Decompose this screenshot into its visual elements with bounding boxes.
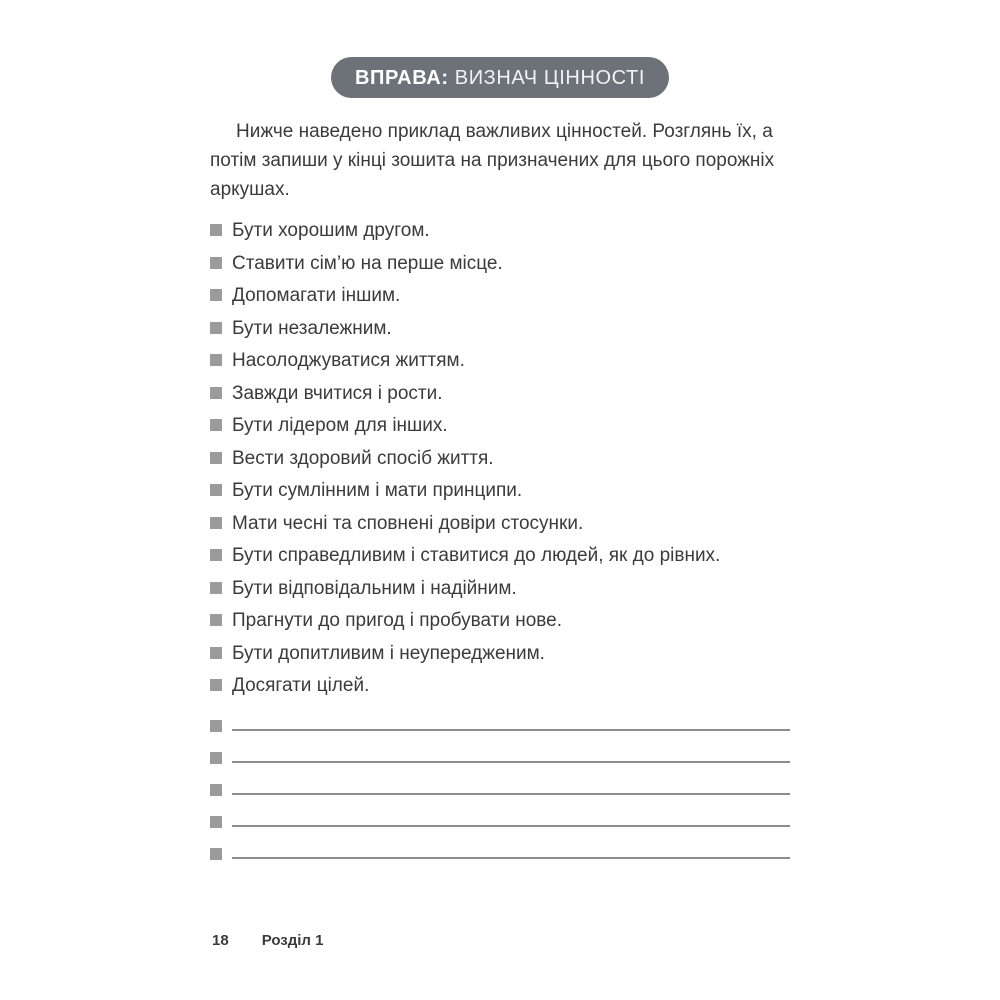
value-text: Допомагати іншим. — [232, 285, 401, 306]
chapter-label: Розділ 1 — [261, 932, 324, 949]
value-text: Бути допитливим і неупередженим. — [232, 642, 545, 664]
blank-answer-item — [210, 846, 790, 878]
square-bullet-icon — [210, 354, 222, 366]
blank-answer-item — [210, 814, 790, 846]
value-item — [210, 643, 790, 664]
value-text: Ставити сім’ю на перше місце. — [232, 252, 503, 274]
square-bullet-icon — [210, 257, 222, 269]
page-content — [210, 0, 790, 878]
value-item — [210, 383, 790, 404]
answer-line — [232, 814, 790, 827]
value-item — [210, 220, 790, 241]
square-bullet-icon — [210, 720, 222, 732]
blank-answer-item — [210, 718, 790, 750]
value-text: Бути хорошим другом. — [232, 220, 430, 241]
square-bullet-icon — [210, 419, 222, 431]
exercise-badge — [331, 57, 669, 98]
answer-line — [232, 782, 790, 795]
intro-paragraph: Нижче наведено приклад важливих цінностей. Розглянь їх, а потім запиши у кінці зошита на призначених для цього порожніх аркушах. — [210, 121, 775, 200]
value-text: Бути відповідальним і надійним. — [232, 577, 517, 599]
square-bullet-icon — [210, 784, 222, 796]
value-text: Завжди вчитися і рости. — [232, 382, 443, 404]
value-text: Насолоджуватися життям. — [232, 350, 465, 371]
value-text: Вести здоровий спосіб життя. — [232, 447, 494, 469]
value-item — [210, 545, 790, 566]
square-bullet-icon — [210, 484, 222, 496]
square-bullet-icon — [210, 517, 222, 529]
square-bullet-icon — [210, 647, 222, 659]
page-footer — [212, 932, 323, 949]
square-bullet-icon — [210, 452, 222, 464]
square-bullet-icon — [210, 322, 222, 334]
page-number: 18 — [212, 932, 229, 949]
square-bullet-icon — [210, 582, 222, 594]
blank-answer-list — [210, 718, 790, 878]
square-bullet-icon — [210, 816, 222, 828]
square-bullet-icon — [210, 549, 222, 561]
value-item — [210, 480, 790, 501]
value-text: Бути сумлінним і мати принципи. — [232, 480, 523, 501]
exercise-badge-title: ВИЗНАЧ ЦІННОСТІ — [448, 67, 646, 89]
answer-line — [232, 846, 790, 859]
value-text: Бути незалежним. — [232, 317, 392, 339]
value-item — [210, 318, 790, 339]
square-bullet-icon — [210, 679, 222, 691]
square-bullet-icon — [210, 289, 222, 301]
value-item — [210, 253, 790, 274]
value-text: Мати чесні та сповнені довіри стосунки. — [232, 512, 584, 534]
value-item — [210, 350, 790, 371]
value-text: Прагнути до пригод і пробувати нове. — [232, 610, 563, 631]
answer-line — [232, 718, 790, 731]
value-item — [210, 675, 790, 696]
square-bullet-icon — [210, 848, 222, 860]
value-item — [210, 610, 790, 631]
answer-line — [232, 750, 790, 763]
blank-answer-item — [210, 750, 790, 782]
value-text: Бути справедливим і ставитися до людей, як до рівних. — [232, 545, 721, 566]
square-bullet-icon — [210, 752, 222, 764]
exercise-badge-container — [210, 0, 790, 98]
exercise-badge-prefix: ВПРАВА: — [354, 67, 449, 89]
value-item — [210, 513, 790, 534]
values-list — [210, 220, 790, 696]
square-bullet-icon — [210, 387, 222, 399]
square-bullet-icon — [210, 224, 222, 236]
value-item — [210, 578, 790, 599]
value-item — [210, 415, 790, 436]
blank-answer-item — [210, 782, 790, 814]
value-text: Досягати цілей. — [232, 675, 370, 696]
value-item — [210, 448, 790, 469]
square-bullet-icon — [210, 614, 222, 626]
value-item — [210, 285, 790, 306]
value-text: Бути лідером для інших. — [232, 415, 448, 436]
